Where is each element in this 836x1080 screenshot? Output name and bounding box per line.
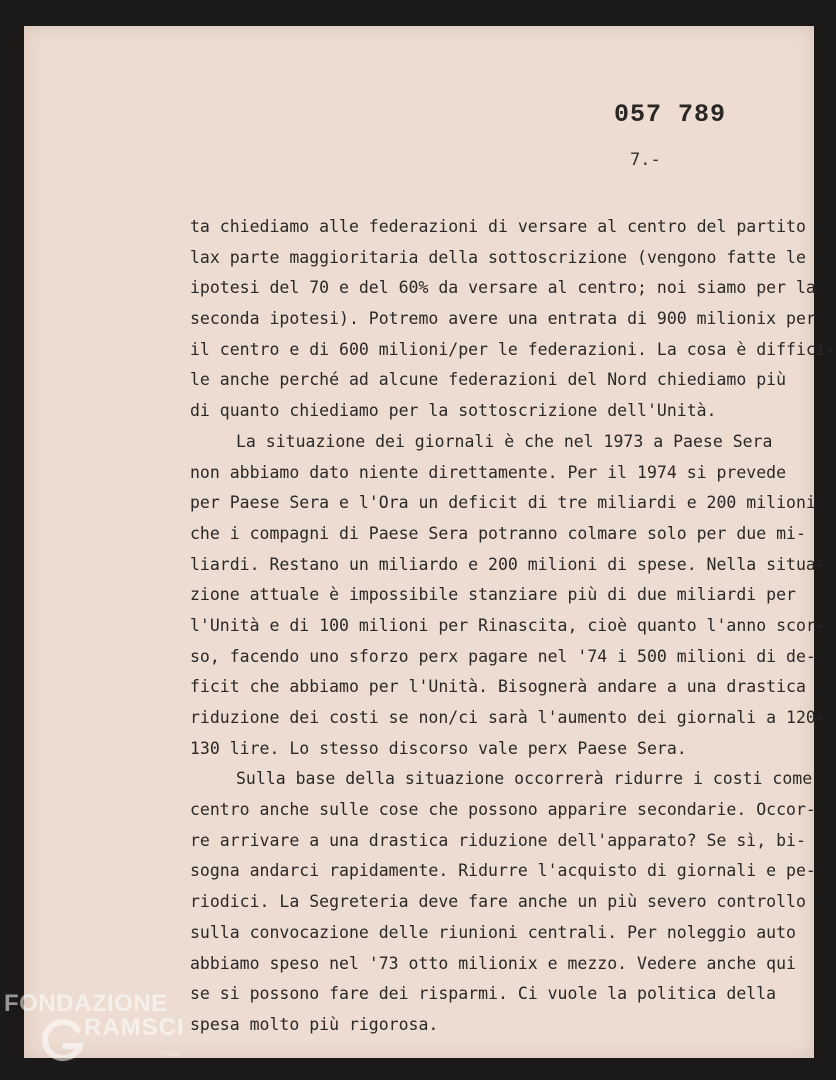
- text-line: sulla convocazione delle riunioni centrali. Per noleggio auto: [190, 922, 796, 942]
- text-line: per Paese Sera e l'Ora un deficit di tre miliardi e 200 milioni: [190, 493, 816, 513]
- text-line: Sulla base della situazione occorrerà ridurre i costi come: [236, 769, 813, 789]
- watermark-line2: RAMSCI: [84, 1014, 185, 1041]
- page-number: 7.-: [630, 150, 661, 170]
- watermark-onlus: onlus: [159, 1048, 181, 1058]
- text-line: spesa molto più rigorosa.: [190, 1014, 439, 1034]
- text-line: il centro e di 600 milioni/per le federazioni. La cosa è diffici-: [190, 339, 836, 359]
- text-line: ta chiediamo alle federazioni di versare al centro del partito: [190, 217, 806, 236]
- text-line: liardi. Restano un miliardo e 200 milioni di spese. Nella situa-: [190, 554, 826, 574]
- text-line: seconda ipotesi). Potremo avere una entrata di 900 milionix per: [190, 309, 816, 329]
- fondazione-gramsci-watermark: [4, 990, 204, 1076]
- text-line: 130 lire. Lo stesso discorso vale perx Paese Sera.: [190, 738, 687, 758]
- text-line: La situazione dei giornali è che nel 1973 a Paese Sera: [236, 431, 773, 451]
- text-line: so, facendo uno sforzo perx pagare nel '74 i 500 milioni di de-: [190, 646, 816, 666]
- text-line: ipotesi del 70 e del 60% da versare al centro; noi siamo per la: [190, 278, 816, 298]
- text-line: re arrivare a una drastica riduzione dell'apparato? Se sì, bi-: [190, 830, 806, 850]
- text-line: zione attuale è impossibile stanziare più di due miliardi per: [190, 585, 796, 605]
- archive-reference-number: 057 789: [614, 100, 727, 129]
- text-line: l'Unità e di 100 milioni per Rinascita, cioè quanto l'anno scor-: [190, 615, 826, 635]
- typewritten-page: [24, 26, 836, 1058]
- text-line: riduzione dei costi se non/ci sarà l'aumento dei giornali a 120-: [190, 708, 826, 727]
- body-text: [190, 212, 836, 1041]
- text-line: sogna andarci rapidamente. Ridurre l'acquisto di giornali e pe-: [190, 861, 816, 881]
- text-line: di quanto chiediamo per la sottoscrizione dell'Unità.: [190, 401, 717, 421]
- text-line: che i compagni di Paese Sera potranno colmare solo per due mi-: [190, 523, 806, 543]
- text-line: ficit che abbiamo per l'Unità. Bisognerà andare a una drastica: [190, 677, 806, 697]
- text-line: non abbiamo dato niente direttamente. Per il 1974 si prevede: [190, 462, 787, 482]
- text-line: centro anche sulle cose che possono apparire secondarie. Occor-: [190, 800, 816, 820]
- text-line: lax parte maggioritaria della sottoscrizione (vengono fatte le: [190, 247, 806, 267]
- watermark-line1: FONDAZIONE: [4, 990, 168, 1017]
- gramsci-g-logo-icon: [38, 1016, 88, 1066]
- text-line: riodici. La Segreteria deve fare anche un più severo controllo: [190, 892, 806, 912]
- text-line: se si possono fare dei risparmi. Ci vuole la politica della: [190, 984, 777, 1004]
- text-line: le anche perché ad alcune federazioni del Nord chiediamo più: [190, 370, 787, 390]
- text-line: abbiamo speso nel '73 otto milionix e mezzo. Vedere anche qui: [190, 953, 796, 973]
